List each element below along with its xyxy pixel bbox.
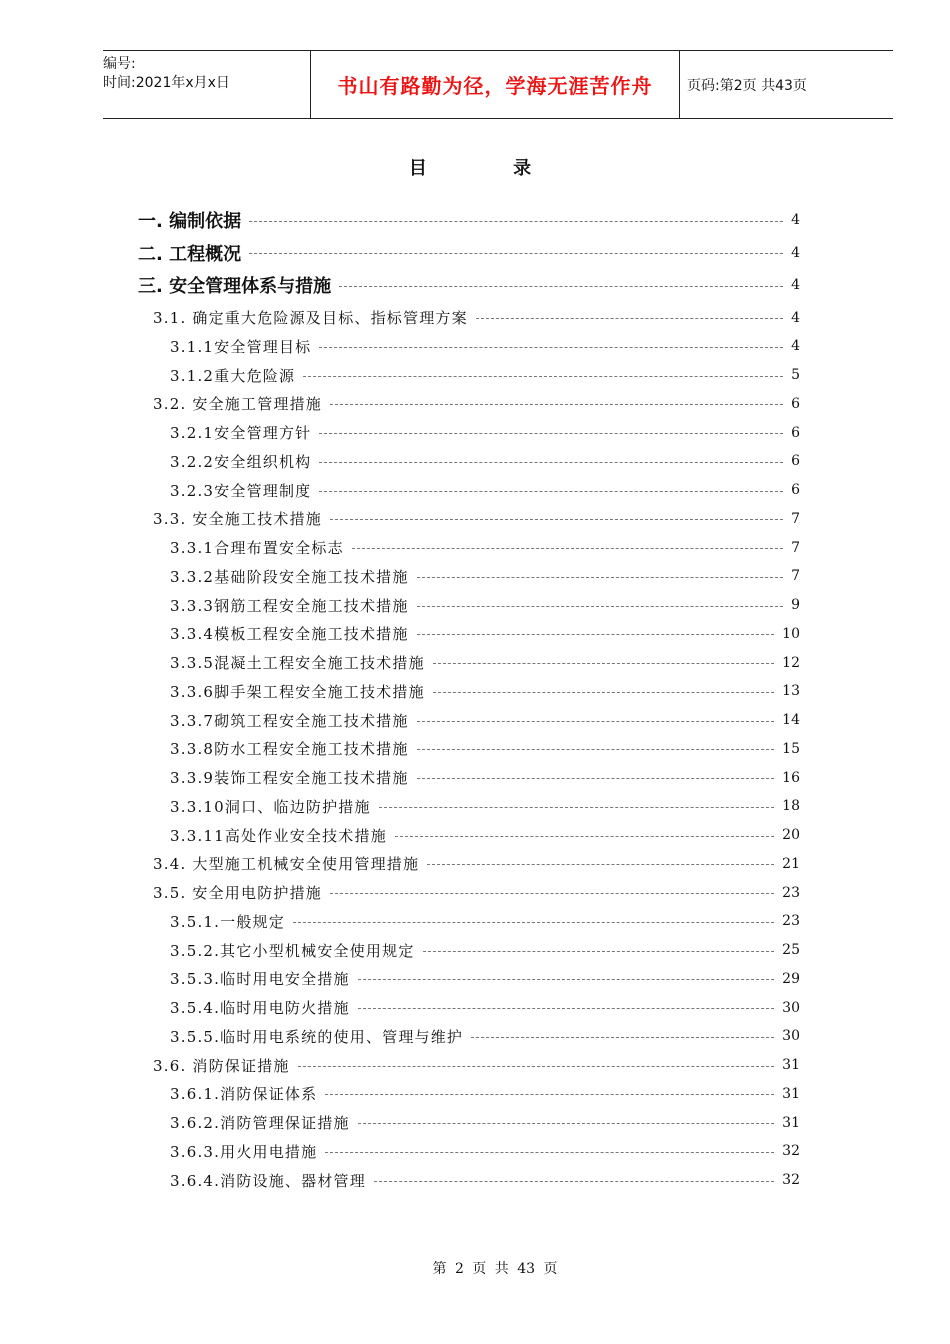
toc-entry-page-number: 32 [782, 1143, 800, 1160]
toc-entry-page-number: 25 [782, 942, 800, 958]
toc-leader-dashes [330, 893, 774, 894]
toc-entry[interactable] [170, 1022, 800, 1050]
toc-entry-page-number: 4 [791, 244, 800, 261]
toc-entry-page-number: 6 [791, 453, 800, 470]
toc-leader-dashes [417, 634, 775, 635]
toc-leader-dashes [433, 692, 774, 693]
toc-entry[interactable] [170, 562, 800, 590]
page-header [103, 50, 893, 119]
toc-entry-page-number: 10 [782, 625, 800, 642]
toc-entry[interactable] [153, 505, 800, 533]
toc-entry-page-number: 21 [782, 855, 800, 872]
toc-entry-label: 一. 编制依据 [138, 211, 242, 232]
toc-entry-page-number: 16 [782, 769, 800, 786]
toc-entry-label: 3.2.2安全组织机构 [170, 452, 312, 471]
toc-entry[interactable] [170, 361, 800, 389]
toc-entry[interactable] [170, 706, 800, 734]
toc-entry-page-number: 6 [791, 424, 800, 441]
toc-entry-label: 3.3.1合理布置安全标志 [170, 539, 344, 557]
toc-entry[interactable] [170, 994, 800, 1022]
toc-entry-page-number: 31 [782, 1057, 800, 1073]
toc-entry-page-number: 31 [782, 1085, 800, 1102]
toc-entry-label: 3.6.4.消防设施、器材管理 [170, 1171, 366, 1190]
toc-entry-label: 3.3.9装饰工程安全施工技术措施 [170, 769, 409, 787]
toc-entry-label: 3.5.4.临时用电防火措施 [170, 999, 350, 1017]
toc-entry-label: 3.5.5.临时用电系统的使用、管理与维护 [170, 1027, 464, 1046]
toc-entry-page-number: 18 [782, 798, 800, 815]
toc-entry[interactable] [170, 792, 800, 820]
toc-leader-dashes [303, 376, 783, 377]
toc-entry[interactable] [170, 936, 800, 964]
toc-entry[interactable] [170, 620, 800, 648]
toc-entry[interactable] [170, 764, 800, 792]
toc-entry-page-number: 12 [782, 654, 800, 671]
toc-entry[interactable] [153, 850, 800, 878]
toc-title: 目 录 [408, 158, 572, 179]
toc-leader-dashes [330, 519, 783, 520]
toc-leader-dashes [417, 778, 775, 779]
toc-entry-label: 3.1.2重大危险源 [170, 366, 296, 385]
toc-entry-label: 三. 安全管理体系与措施 [138, 276, 332, 297]
toc-leader-dashes [417, 749, 775, 750]
toc-entry-page-number: 23 [782, 913, 800, 930]
toc-entry-label: 3.3. 安全施工技术措施 [153, 510, 322, 529]
toc-leader-dashes [433, 663, 774, 664]
toc-entry[interactable] [153, 390, 800, 418]
toc-leader-dashes [249, 253, 783, 254]
toc-entry-label: 3.3.2基础阶段安全施工技术措施 [170, 567, 409, 586]
toc-leader-dashes [471, 1037, 774, 1038]
toc-entry[interactable] [138, 239, 800, 267]
toc-entry-page-number: 23 [782, 884, 800, 901]
toc-entry-label: 3.5. 安全用电防护措施 [153, 884, 322, 902]
toc-entry-page-number: 7 [791, 539, 800, 556]
document-number-label: 编号: [103, 56, 136, 72]
toc-entry-label: 3.3.4模板工程安全施工技术措施 [170, 625, 409, 644]
toc-entry-page-number: 14 [782, 712, 800, 728]
toc-entry[interactable] [170, 907, 800, 935]
toc-leader-dashes [476, 318, 783, 319]
toc-leader-dashes [427, 864, 774, 865]
toc-entry-page-number: 4 [791, 212, 800, 228]
toc-entry[interactable] [170, 1109, 800, 1137]
toc-entry-page-number: 29 [782, 970, 800, 987]
toc-entry[interactable] [138, 271, 800, 299]
toc-entry-page-number: 20 [782, 827, 800, 843]
toc-leader-dashes [293, 922, 774, 923]
toc-leader-dashes [358, 1123, 774, 1124]
toc-entry-page-number: 4 [791, 338, 800, 355]
toc-leader-dashes [374, 1181, 774, 1182]
toc-entry[interactable] [170, 821, 800, 849]
toc-entry-page-number: 4 [791, 277, 800, 293]
toc-entry-page-number: 31 [782, 1114, 800, 1131]
page-footer: 第 2 页 共 43 页 [432, 1261, 558, 1277]
toc-entry[interactable] [170, 1080, 800, 1108]
toc-leader-dashes [319, 347, 783, 348]
header-motto: 书山有路勤为径，学海无涯苦作舟 [310, 51, 680, 118]
toc-entry[interactable] [170, 677, 800, 705]
toc-leader-dashes [395, 836, 774, 837]
toc-entry-label: 3.6.1.消防保证体系 [170, 1085, 318, 1104]
toc-entry[interactable] [170, 965, 800, 993]
toc-entry[interactable] [170, 1137, 800, 1165]
toc-entry-label: 3.2. 安全施工管理措施 [153, 395, 322, 414]
toc-entry-page-number: 5 [791, 367, 800, 383]
toc-entry[interactable] [170, 419, 800, 447]
toc-entry[interactable] [138, 206, 800, 234]
toc-entry[interactable] [170, 1166, 800, 1194]
document-date: 时间:2021年x月x日 [103, 75, 230, 91]
toc-leader-dashes [249, 221, 783, 222]
toc-entry[interactable] [170, 476, 800, 504]
toc-entry-page-number: 30 [782, 999, 800, 1016]
toc-entry-page-number: 4 [791, 309, 800, 326]
toc-leader-dashes [417, 721, 775, 722]
toc-entry-label: 3.1.1安全管理目标 [170, 337, 312, 356]
toc-leader-dashes [352, 548, 783, 549]
toc-entry-label: 3.2.1安全管理方针 [170, 424, 312, 442]
toc-entry-page-number: 9 [791, 597, 800, 613]
toc-entry-label: 3.6.3.用火用电措施 [170, 1142, 318, 1161]
toc-entry-page-number: 6 [791, 395, 800, 412]
toc-entry-label: 3.3.6脚手架工程安全施工技术措施 [170, 682, 425, 701]
toc-entry-label: 3.3.10洞口、临边防护措施 [170, 797, 371, 816]
toc-entry-label: 3.3.5混凝土工程安全施工技术措施 [170, 654, 425, 672]
toc-entry[interactable] [170, 332, 800, 360]
toc-leader-dashes [319, 462, 783, 463]
toc-entry[interactable] [153, 879, 800, 907]
toc-entry-page-number: 15 [782, 740, 800, 757]
toc-leader-dashes [423, 951, 775, 952]
toc-entry-page-number: 7 [791, 568, 800, 585]
toc-entry-label: 3.5.1.一般规定 [170, 912, 285, 931]
header-page-info: 页码:第2页 共43页 [687, 77, 807, 94]
toc-leader-dashes [298, 1066, 775, 1067]
toc-entry[interactable] [153, 1051, 800, 1079]
toc-entry-label: 二. 工程概况 [138, 243, 242, 265]
toc-leader-dashes [325, 1152, 774, 1153]
toc-leader-dashes [325, 1094, 774, 1095]
toc-entry-label: 3.3.3钢筋工程安全施工技术措施 [170, 596, 409, 615]
toc-leader-dashes [358, 1008, 774, 1009]
toc-entry-label: 3.6.2.消防管理保证措施 [170, 1114, 350, 1132]
toc-leader-dashes [319, 491, 783, 492]
toc-leader-dashes [379, 807, 774, 808]
toc-leader-dashes [330, 404, 783, 405]
header-meta [103, 51, 308, 122]
toc-entry-page-number: 13 [782, 683, 800, 700]
toc-entry-page-number: 30 [782, 1028, 800, 1045]
toc-entry[interactable] [170, 447, 800, 475]
toc-leader-dashes [417, 577, 784, 578]
toc-entry[interactable] [153, 304, 800, 332]
toc-entry-label: 3.3.7砌筑工程安全施工技术措施 [170, 711, 409, 730]
toc-entry-label: 3.2.3安全管理制度 [170, 481, 312, 500]
toc-leader-dashes [339, 286, 783, 287]
toc-entry-label: 3.1. 确定重大危险源及目标、指标管理方案 [153, 309, 468, 327]
toc-entry-page-number: 32 [782, 1172, 800, 1188]
toc-entry[interactable] [170, 649, 800, 677]
toc-entry[interactable] [170, 534, 800, 562]
toc-entry-label: 3.3.8防水工程安全施工技术措施 [170, 740, 409, 759]
toc-entry-page-number: 6 [791, 482, 800, 498]
toc-entry-label: 3.5.2.其它小型机械安全使用规定 [170, 941, 415, 960]
toc-leader-dashes [358, 979, 774, 980]
toc-leader-dashes [417, 606, 784, 607]
toc-entry[interactable] [170, 591, 800, 619]
toc-entry-page-number: 7 [791, 510, 800, 527]
toc-entry-label: 3.4. 大型施工机械安全使用管理措施 [153, 855, 420, 874]
toc-entry[interactable] [170, 735, 800, 763]
toc-entry-label: 3.6. 消防保证措施 [153, 1056, 290, 1075]
toc-entry-label: 3.5.3.临时用电安全措施 [170, 970, 350, 989]
toc-leader-dashes [319, 433, 783, 434]
toc-entry-label: 3.3.11高处作业安全技术措施 [170, 826, 387, 845]
